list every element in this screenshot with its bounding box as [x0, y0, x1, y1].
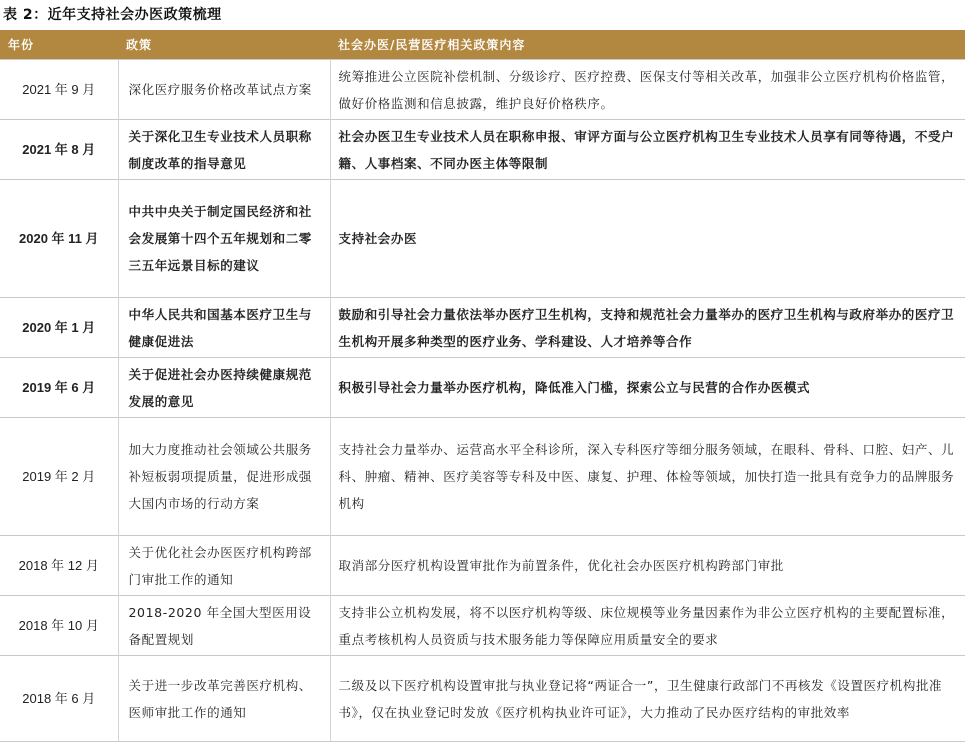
cell-policy: 关于进一步改革完善医疗机构、医师审批工作的通知 — [118, 656, 330, 742]
policy-table — [0, 30, 965, 742]
cell-policy: 关于优化社会办医医疗机构跨部门审批工作的通知 — [118, 536, 330, 596]
table-row — [0, 656, 965, 742]
cell-policy: 关于深化卫生专业技术人员职称制度改革的指导意见 — [118, 120, 330, 180]
table-header — [0, 30, 965, 60]
cell-year: 2021 年 9 月 — [0, 60, 118, 120]
cell-content: 统筹推进公立医院补偿机制、分级诊疗、医疗控费、医保支付等相关改革，加强非公立医疗机构价格监管，做好价格监测和信息披露，维护良好价格秩序。 — [330, 60, 965, 120]
cell-year: 2019 年 6 月 — [0, 358, 118, 418]
table-title: 表 2：近年支持社会办医政策梳理 — [3, 7, 222, 23]
table-row — [0, 60, 965, 120]
cell-policy: 中华人民共和国基本医疗卫生与健康促进法 — [118, 298, 330, 358]
cell-policy: 加大力度推动社会领域公共服务补短板弱项提质量，促进形成强大国内市场的行动方案 — [118, 418, 330, 536]
header-policy: 政策 — [118, 30, 330, 60]
cell-policy: 中共中央关于制定国民经济和社会发展第十四个五年规划和二零三五年远景目标的建议 — [118, 180, 330, 298]
table-body — [0, 60, 965, 742]
cell-year: 2018 年 10 月 — [0, 596, 118, 656]
header-content: 社会办医/民营医疗相关政策内容 — [330, 30, 965, 60]
cell-year: 2021 年 8 月 — [0, 120, 118, 180]
table-row — [0, 358, 965, 418]
table-row — [0, 298, 965, 358]
cell-content: 支持非公立机构发展，将不以医疗机构等级、床位规模等业务量因素作为非公立医疗机构的主要配置标准，重点考核机构人员资质与技术服务能力等保障应用质量安全的要求 — [330, 596, 965, 656]
cell-year: 2020 年 1 月 — [0, 298, 118, 358]
cell-policy: 关于促进社会办医持续健康规范发展的意见 — [118, 358, 330, 418]
cell-content: 二级及以下医疗机构设置审批与执业登记将“两证合一”，卫生健康行政部门不再核发《设置医疗机构批准书》，仅在执业登记时发放《医疗机构执业许可证》，大力推动了民办医疗结构的审批效率 — [330, 656, 965, 742]
cell-content: 支持社会力量举办、运营高水平全科诊所，深入专科医疗等细分服务领域，在眼科、骨科、口腔、妇产、儿科、肿瘤、精神、医疗美容等专科及中医、康复、护理、体检等领域，加快打造一批具有竞争力的品牌服务机构 — [330, 418, 965, 536]
table-row — [0, 536, 965, 596]
cell-content: 社会办医卫生专业技术人员在职称申报、审评方面与公立医疗机构卫生专业技术人员享有同等待遇，不受户籍、人事档案、不同办医主体等限制 — [330, 120, 965, 180]
cell-policy: 2018-2020 年全国大型医用设备配置规划 — [118, 596, 330, 656]
cell-year: 2018 年 12 月 — [0, 536, 118, 596]
cell-year: 2019 年 2 月 — [0, 418, 118, 536]
cell-content: 支持社会办医 — [330, 180, 965, 298]
table-row — [0, 180, 965, 298]
table-row — [0, 596, 965, 656]
table-row — [0, 120, 965, 180]
cell-year: 2020 年 11 月 — [0, 180, 118, 298]
header-year: 年份 — [0, 30, 118, 60]
header-row — [0, 30, 965, 60]
cell-policy: 深化医疗服务价格改革试点方案 — [118, 60, 330, 120]
table-row — [0, 418, 965, 536]
cell-content: 鼓励和引导社会力量依法举办医疗卫生机构，支持和规范社会力量举办的医疗卫生机构与政府举办的医疗卫生机构开展多种类型的医疗业务、学科建设、人才培养等合作 — [330, 298, 965, 358]
cell-content: 取消部分医疗机构设置审批作为前置条件，优化社会办医医疗机构跨部门审批 — [330, 536, 965, 596]
cell-year: 2018 年 6 月 — [0, 656, 118, 742]
cell-content: 积极引导社会力量举办医疗机构，降低准入门槛，探索公立与民营的合作办医模式 — [330, 358, 965, 418]
